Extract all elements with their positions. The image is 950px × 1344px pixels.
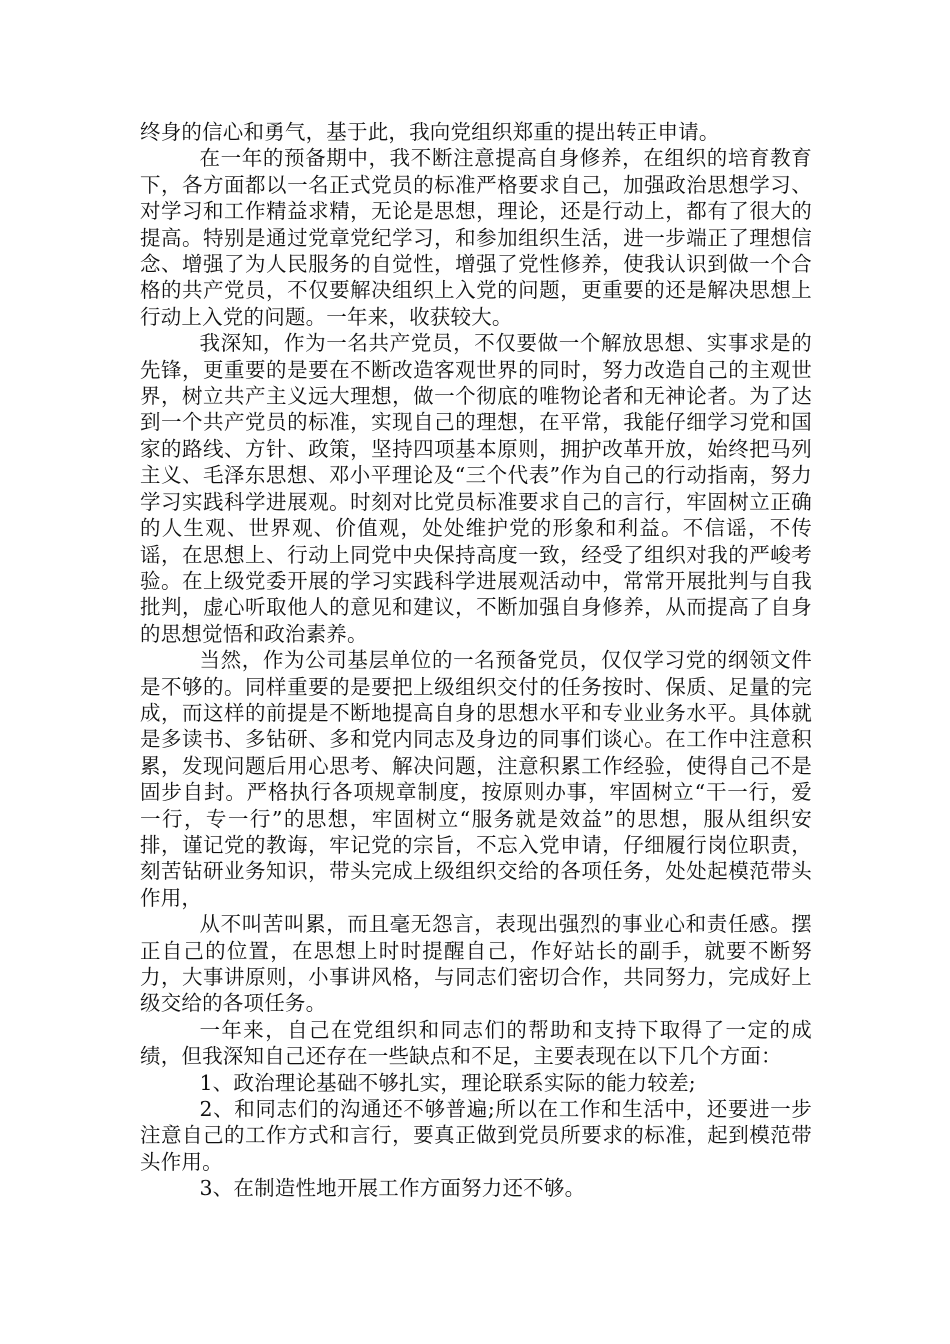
paragraph-2: 在一年的预备期中，我不断注意提高自身修养，在组织的培育教育下，各方面都以一名正式党员的标准严格要求自己，加强政治思想学习、对学习和工作精益求精，无论是思想，理论，还是行动上，都有了很大的提高。特别是通过党章党纪学习，和参加组织生活，进一步端正了理想信念、增强了为人民服务的自觉性，增强了党性修养，使我认识到做一个合格的共产党员，不仅要解决组织上入党的问题，更重要的还是解决思想上行动上入党的问题。一年来，收获较大。: [140, 146, 812, 329]
paragraph-1: 终身的信心和勇气，基于此，我向党组织郑重的提出转正申请。: [140, 120, 720, 144]
list-item-2: 2、和同志们的沟通还不够普遍;所以在工作和生活中，还要进一步注意自己的工作方式和言行，要真正做到党员所要求的标准，起到模范带头作用。: [140, 1097, 812, 1174]
list-item-1: 1、政治理论基础不够扎实，理论联系实际的能力较差;: [199, 1070, 696, 1095]
paragraph-4: 当然，作为公司基层单位的一名预备党员，仅仅学习党的纲领文件是不够的。同样重要的是要把上级组织交付的任务按时、保质、足量的完成，而这样的前提是不断地提高自身的思想水平和专业业务水平。具体就是多读书、多钻研、多和党内同志及身边的同事们谈心。在工作中注意积累，发现问题后用心思考、解决问题，注意积累工作经验，使得自己不是固步自封。严格执行各项规章制度，按原则办事，牢固树立“干一行，爱一行，专一行”的思想，牢固树立“服务就是效益”的思想，服从组织安排，谨记党的教诲，牢记党的宗旨，不忘入党申请，仔细履行岗位职责，刻苦钻研业务知识，带头完成上级组织交给的各项任务，处处起模范带头作用，: [140, 648, 812, 910]
paragraph-5: 从不叫苦叫累，而且毫无怨言，表现出强烈的事业心和责任感。摆正自己的位置，在思想上时时提醒自己，作好站长的副手，就要不断努力，大事讲原则，小事讲风格，与同志们密切合作，共同努力，完成好上级交给的各项任务。: [140, 912, 812, 1016]
list-item-3: 3、在制造性地开展工作方面努力还不够。: [199, 1176, 586, 1201]
document-body: [140, 119, 812, 1202]
paragraph-6: 一年来，自己在党组织和同志们的帮助和支持下取得了一定的成绩，但我深知自己还存在一些缺点和不足，主要表现在以下几个方面：: [140, 1017, 812, 1069]
paragraph-3: 我深知，作为一名共产党员，不仅要做一个解放思想、实事求是的先锋，更重要的是要在不断改造客观世界的同时，努力改造自己的主观世界，树立共产主义远大理想，做一个彻底的唯物论者和无神论者。为了达到一个共产党员的标准，实现自己的理想，在平常，我能仔细学习党和国家的路线、方针、政策，坚持四项基本原则，拥护改革开放，始终把马列主义、毛泽东思想、邓小平理论及“三个代表”作为自己的行动指南，努力学习实践科学进展观。时刻对比党员标准要求自己的言行，牢固树立正确的人生观、世界观、价值观，处处维护党的形象和利益。不信谣，不传谣，在思想上、行动上同党中央保持高度一致，经受了组织对我的严峻考验。在上级党委开展的学习实践科学进展观活动中，常常开展批判与自我批判，虚心听取他人的意见和建议，不断加强自身修养，从而提高了自身的思想觉悟和政治素养。: [140, 331, 812, 646]
